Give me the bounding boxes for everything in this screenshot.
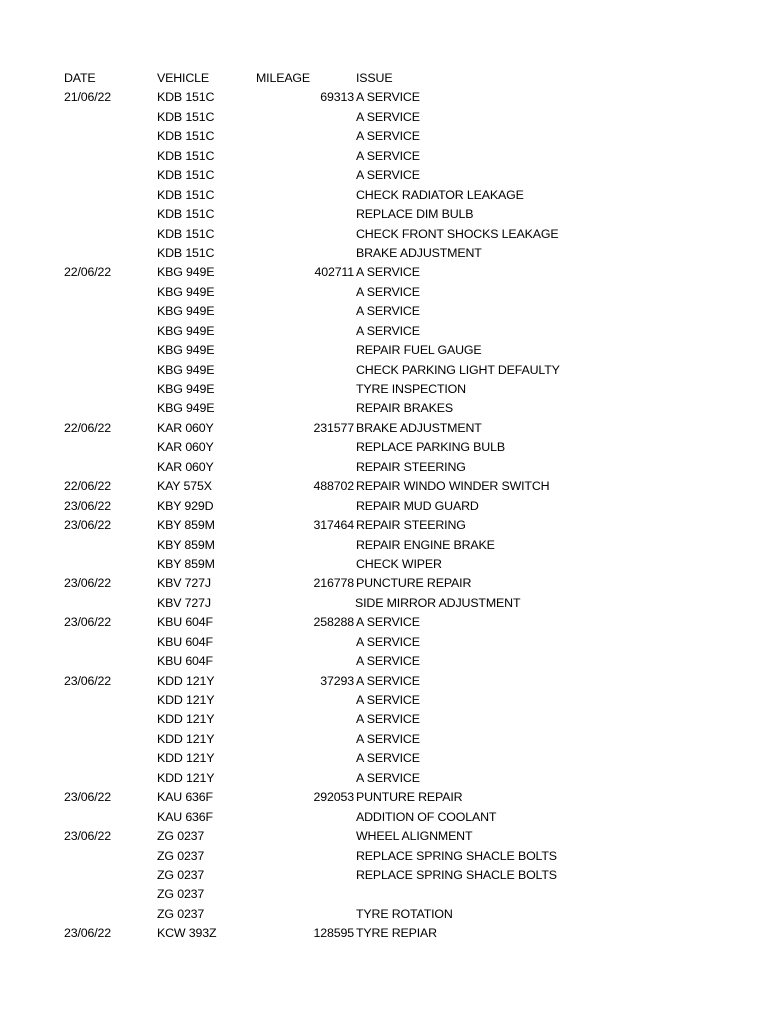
table-row — [0, 380, 768, 399]
issue-cell: WHEEL ALIGNMENT — [356, 829, 473, 844]
date-cell: 23/06/22 — [64, 829, 112, 844]
vehicle-cell: KAR 060Y — [157, 459, 214, 474]
date-cell: 23/06/22 — [64, 498, 112, 513]
vehicle-cell: KBG 949E — [157, 401, 215, 416]
header-mileage: MILEAGE — [256, 71, 311, 85]
vehicle-cell: KBG 949E — [157, 343, 215, 358]
table-row — [0, 225, 768, 244]
vehicle-cell: KBU 604F — [157, 654, 213, 669]
vehicle-cell: KBU 604F — [157, 615, 213, 630]
table-row — [0, 205, 768, 224]
table-row — [0, 574, 768, 593]
issue-cell: A SERVICE — [356, 673, 420, 688]
issue-cell: A SERVICE — [356, 712, 420, 727]
vehicle-cell: ZG 0237 — [157, 829, 205, 844]
date-cell: 22/06/22 — [64, 265, 112, 280]
table-row — [0, 497, 768, 516]
issue-cell: A SERVICE — [356, 168, 420, 183]
issue-cell: TYRE ROTATION — [356, 906, 453, 921]
header-row — [0, 69, 768, 88]
vehicle-cell: KAY 575X — [157, 479, 212, 494]
table-row — [0, 127, 768, 146]
vehicle-cell: KBV 727J — [157, 576, 211, 591]
mileage-cell: 37293 — [320, 673, 354, 688]
issue-cell: PUNCTURE REPAIR — [356, 576, 472, 591]
vehicle-cell: KDB 151C — [157, 245, 215, 260]
issue-cell: A SERVICE — [356, 148, 420, 163]
mileage-cell: 317464 — [313, 518, 354, 533]
vehicle-cell: KDD 121Y — [157, 751, 215, 766]
issue-cell: REPAIR STEERING — [356, 459, 466, 474]
issue-cell: A SERVICE — [356, 634, 420, 649]
vehicle-cell: KDB 151C — [157, 90, 215, 105]
issue-cell: CHECK PARKING LIGHT DEFAULTY — [356, 362, 560, 377]
vehicle-cell: KDD 121Y — [157, 712, 215, 727]
issue-cell: REPLACE PARKING BULB — [356, 440, 505, 455]
table-row — [0, 885, 768, 904]
table-row — [0, 847, 768, 866]
vehicle-cell: KBV 727J — [157, 595, 211, 610]
issue-cell: REPLACE SPRING SHACLE BOLTS — [356, 848, 557, 863]
table-row — [0, 263, 768, 282]
header-issue: ISSUE — [356, 71, 393, 85]
table-row — [0, 361, 768, 380]
table-row — [0, 458, 768, 477]
vehicle-cell: KBY 859M — [157, 518, 215, 533]
header-vehicle: VEHICLE — [157, 71, 209, 85]
vehicle-cell: KDB 151C — [157, 148, 215, 163]
table-row — [0, 302, 768, 321]
vehicle-cell: KDB 151C — [157, 187, 215, 202]
vehicle-cell: KBG 949E — [157, 304, 215, 319]
table-row — [0, 769, 768, 788]
issue-cell: A SERVICE — [356, 284, 420, 299]
vehicle-cell: KBY 859M — [157, 537, 215, 552]
table-row — [0, 788, 768, 807]
vehicle-cell: ZG 0237 — [157, 906, 205, 921]
vehicle-cell: KDD 121Y — [157, 731, 215, 746]
table-row — [0, 108, 768, 127]
date-cell: 23/06/22 — [64, 926, 112, 941]
issue-cell: A SERVICE — [356, 693, 420, 707]
issue-cell: REPAIR ENGINE BRAKE — [356, 537, 495, 552]
vehicle-cell: KBG 949E — [157, 362, 215, 377]
issue-cell: A SERVICE — [356, 770, 420, 785]
vehicle-cell: ZG 0237 — [157, 867, 205, 882]
issue-cell: A SERVICE — [356, 751, 420, 766]
table-row — [0, 438, 768, 457]
issue-cell: SIDE MIRROR ADJUSTMENT — [355, 595, 521, 610]
vehicle-cell: KDB 151C — [157, 109, 215, 124]
issue-cell: A SERVICE — [356, 731, 420, 746]
mileage-cell: 488702 — [313, 479, 354, 494]
date-cell: 23/06/22 — [64, 518, 112, 533]
mileage-cell: 258288 — [313, 615, 354, 630]
table-row — [0, 399, 768, 418]
issue-cell: A SERVICE — [356, 615, 420, 630]
vehicle-cell: KDB 151C — [157, 168, 215, 183]
vehicle-cell: KDB 151C — [157, 226, 215, 241]
vehicle-cell: KBG 949E — [157, 265, 215, 280]
table-row — [0, 691, 768, 710]
vehicle-cell: KAU 636F — [157, 790, 213, 805]
date-cell: 22/06/22 — [64, 420, 112, 435]
vehicle-cell: ZG 0237 — [157, 848, 205, 863]
table-row — [0, 283, 768, 302]
mileage-cell: 69313 — [320, 90, 354, 105]
service-log-table — [0, 69, 768, 944]
issue-cell: CHECK RADIATOR LEAKAGE — [356, 187, 524, 202]
table-row — [0, 710, 768, 729]
table-row — [0, 808, 768, 827]
table-row — [0, 749, 768, 768]
issue-cell: A SERVICE — [356, 109, 420, 124]
vehicle-cell: KDD 121Y — [157, 693, 215, 707]
table-row — [0, 477, 768, 496]
table-row — [0, 244, 768, 263]
vehicle-cell: KBY 929D — [157, 498, 214, 513]
issue-cell: BRAKE ADJUSTMENT — [356, 245, 482, 260]
vehicle-cell: KAR 060Y — [157, 420, 214, 435]
table-row — [0, 633, 768, 652]
vehicle-cell: KBG 949E — [157, 382, 215, 396]
issue-cell: TYRE INSPECTION — [356, 382, 466, 396]
issue-cell: CHECK FRONT SHOCKS LEAKAGE — [356, 226, 559, 241]
table-row — [0, 652, 768, 671]
date-cell: 23/06/22 — [64, 790, 112, 805]
mileage-cell: 231577 — [313, 420, 354, 435]
date-cell: 21/06/22 — [64, 90, 112, 105]
table-row — [0, 730, 768, 749]
mileage-cell: 216778 — [313, 576, 354, 591]
issue-cell: PUNTURE REPAIR — [356, 790, 463, 805]
table-row — [0, 672, 768, 691]
table-row — [0, 827, 768, 846]
mileage-cell: 402711 — [314, 265, 354, 280]
table-row — [0, 555, 768, 574]
date-cell: 23/06/22 — [64, 673, 112, 688]
issue-cell: REPAIR MUD GUARD — [356, 498, 479, 513]
issue-cell: A SERVICE — [356, 654, 420, 669]
vehicle-cell: KCW 393Z — [157, 926, 217, 941]
issue-cell: A SERVICE — [356, 265, 420, 280]
table-row — [0, 147, 768, 166]
issue-cell: REPAIR FUEL GAUGE — [356, 343, 482, 358]
vehicle-cell: KDB 151C — [157, 207, 215, 222]
date-cell: 23/06/22 — [64, 615, 112, 630]
issue-cell: A SERVICE — [356, 129, 420, 144]
date-cell: 23/06/22 — [64, 576, 112, 591]
table-row — [0, 594, 768, 613]
vehicle-cell: KAR 060Y — [157, 440, 214, 455]
issue-cell: BRAKE ADJUSTMENT — [356, 420, 482, 435]
issue-cell: REPLACE SPRING SHACLE BOLTS — [356, 867, 557, 882]
vehicle-cell: KBG 949E — [157, 284, 215, 299]
issue-cell: ADDITION OF COOLANT — [356, 809, 497, 824]
issue-cell: REPAIR WINDO WINDER SWITCH — [356, 479, 550, 494]
table-row — [0, 613, 768, 632]
table-row — [0, 186, 768, 205]
header-date: DATE — [64, 71, 96, 85]
issue-cell: CHECK WIPER — [356, 556, 442, 571]
issue-cell: A SERVICE — [356, 323, 420, 338]
vehicle-cell: KDD 121Y — [157, 770, 215, 785]
table-row — [0, 88, 768, 107]
table-row — [0, 419, 768, 438]
table-body — [0, 88, 768, 943]
issue-cell: REPLACE DIM BULB — [356, 207, 474, 222]
table-row — [0, 322, 768, 341]
vehicle-cell: KDD 121Y — [157, 673, 215, 688]
issue-cell: TYRE REPIAR — [356, 926, 437, 941]
issue-cell: A SERVICE — [356, 304, 420, 319]
table-row — [0, 516, 768, 535]
mileage-cell: 292053 — [313, 790, 354, 805]
vehicle-cell: KBU 604F — [157, 634, 213, 649]
vehicle-cell: KDB 151C — [157, 129, 215, 144]
table-row — [0, 536, 768, 555]
mileage-cell: 128595 — [313, 926, 354, 941]
table-row — [0, 341, 768, 360]
table-row — [0, 166, 768, 185]
table-row — [0, 866, 768, 885]
table-row — [0, 924, 768, 943]
date-cell: 22/06/22 — [64, 479, 112, 494]
table-row — [0, 905, 768, 924]
issue-cell: A SERVICE — [356, 90, 420, 105]
vehicle-cell: KBG 949E — [157, 323, 215, 338]
issue-cell: REPAIR BRAKES — [356, 401, 453, 416]
vehicle-cell: KAU 636F — [157, 809, 213, 824]
vehicle-cell: ZG 0237 — [157, 887, 205, 902]
vehicle-cell: KBY 859M — [157, 556, 215, 571]
issue-cell: REPAIR STEERING — [356, 518, 466, 533]
